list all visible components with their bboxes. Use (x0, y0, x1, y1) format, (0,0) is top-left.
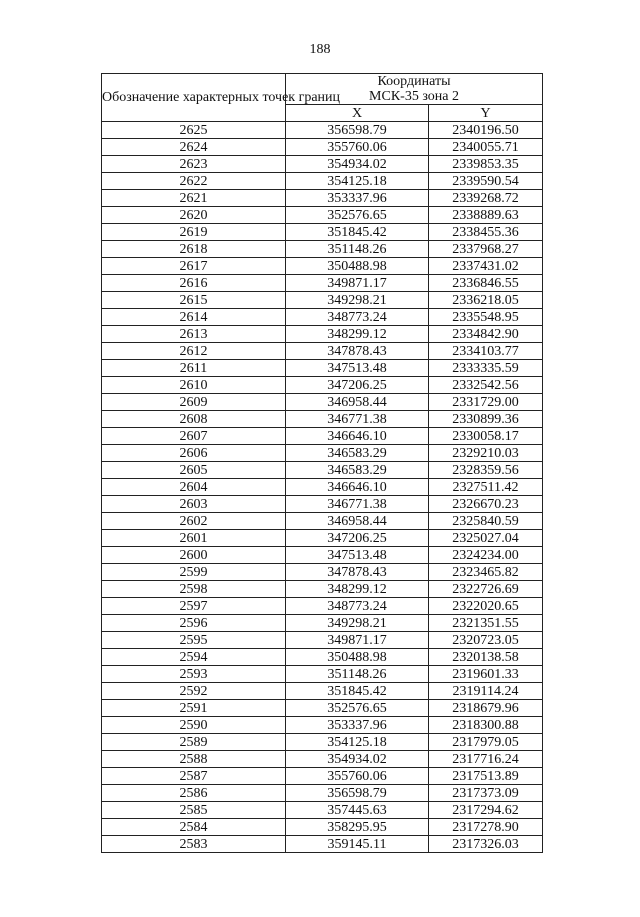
header-x: X (286, 105, 429, 122)
x-coordinate-cell: 352576.65 (286, 700, 429, 717)
y-coordinate-cell: 2325840.59 (429, 513, 543, 530)
point-id-cell: 2604 (102, 479, 286, 496)
point-id-cell: 2586 (102, 785, 286, 802)
table-row (102, 190, 543, 207)
table-row (102, 615, 543, 632)
point-id-cell: 2606 (102, 445, 286, 462)
y-coordinate-cell: 2322020.65 (429, 598, 543, 615)
table-row (102, 632, 543, 649)
table-row (102, 343, 543, 360)
point-id-cell: 2593 (102, 666, 286, 683)
table-row (102, 598, 543, 615)
y-coordinate-cell: 2320138.58 (429, 649, 543, 666)
table-row (102, 411, 543, 428)
y-coordinate-cell: 2333335.59 (429, 360, 543, 377)
y-coordinate-cell: 2323465.82 (429, 564, 543, 581)
point-id-cell: 2607 (102, 428, 286, 445)
table-row (102, 496, 543, 513)
y-coordinate-cell: 2319114.24 (429, 683, 543, 700)
point-id-cell: 2609 (102, 394, 286, 411)
y-coordinate-cell: 2317716.24 (429, 751, 543, 768)
point-id-cell: 2583 (102, 836, 286, 853)
x-coordinate-cell: 346958.44 (286, 513, 429, 530)
x-coordinate-cell: 357445.63 (286, 802, 429, 819)
table-row (102, 275, 543, 292)
table-row (102, 751, 543, 768)
point-id-cell: 2592 (102, 683, 286, 700)
x-coordinate-cell: 351148.26 (286, 666, 429, 683)
y-coordinate-cell: 2317979.05 (429, 734, 543, 751)
table-row (102, 666, 543, 683)
y-coordinate-cell: 2318679.96 (429, 700, 543, 717)
x-coordinate-cell: 348773.24 (286, 598, 429, 615)
x-coordinate-cell: 359145.11 (286, 836, 429, 853)
y-coordinate-cell: 2329210.03 (429, 445, 543, 462)
x-coordinate-cell: 350488.98 (286, 649, 429, 666)
x-coordinate-cell: 347513.48 (286, 360, 429, 377)
x-coordinate-cell: 356598.79 (286, 122, 429, 139)
table-row (102, 564, 543, 581)
table-row (102, 836, 543, 853)
table-row (102, 802, 543, 819)
x-coordinate-cell: 353337.96 (286, 190, 429, 207)
point-id-cell: 2603 (102, 496, 286, 513)
y-coordinate-cell: 2340055.71 (429, 139, 543, 156)
table-row (102, 224, 543, 241)
y-coordinate-cell: 2322726.69 (429, 581, 543, 598)
x-coordinate-cell: 354125.18 (286, 734, 429, 751)
x-coordinate-cell: 354934.02 (286, 156, 429, 173)
x-coordinate-cell: 349871.17 (286, 275, 429, 292)
y-coordinate-cell: 2332542.56 (429, 377, 543, 394)
y-coordinate-cell: 2327511.42 (429, 479, 543, 496)
x-coordinate-cell: 354125.18 (286, 173, 429, 190)
header-point-designation: Обозначение характерных точек границ (102, 74, 286, 122)
point-id-cell: 2587 (102, 768, 286, 785)
y-coordinate-cell: 2330058.17 (429, 428, 543, 445)
point-id-cell: 2601 (102, 530, 286, 547)
table-row (102, 581, 543, 598)
x-coordinate-cell: 348299.12 (286, 581, 429, 598)
point-id-cell: 2597 (102, 598, 286, 615)
table-row (102, 377, 543, 394)
point-id-cell: 2594 (102, 649, 286, 666)
table-row (102, 462, 543, 479)
y-coordinate-cell: 2335548.95 (429, 309, 543, 326)
x-coordinate-cell: 346583.29 (286, 462, 429, 479)
x-coordinate-cell: 346771.38 (286, 411, 429, 428)
point-id-cell: 2616 (102, 275, 286, 292)
y-coordinate-cell: 2321351.55 (429, 615, 543, 632)
table-row (102, 530, 543, 547)
point-id-cell: 2598 (102, 581, 286, 598)
x-coordinate-cell: 346583.29 (286, 445, 429, 462)
x-coordinate-cell: 350488.98 (286, 258, 429, 275)
point-id-cell: 2605 (102, 462, 286, 479)
table-row (102, 547, 543, 564)
x-coordinate-cell: 349871.17 (286, 632, 429, 649)
point-id-cell: 2585 (102, 802, 286, 819)
x-coordinate-cell: 353337.96 (286, 717, 429, 734)
point-id-cell: 2618 (102, 241, 286, 258)
x-coordinate-cell: 351148.26 (286, 241, 429, 258)
y-coordinate-cell: 2330899.36 (429, 411, 543, 428)
table-row (102, 258, 543, 275)
x-coordinate-cell: 349298.21 (286, 292, 429, 309)
table-row (102, 207, 543, 224)
y-coordinate-cell: 2336846.55 (429, 275, 543, 292)
y-coordinate-cell: 2317373.09 (429, 785, 543, 802)
y-coordinate-cell: 2337431.02 (429, 258, 543, 275)
table-row (102, 700, 543, 717)
table-row (102, 785, 543, 802)
y-coordinate-cell: 2317326.03 (429, 836, 543, 853)
x-coordinate-cell: 355760.06 (286, 768, 429, 785)
point-id-cell: 2613 (102, 326, 286, 343)
x-coordinate-cell: 356598.79 (286, 785, 429, 802)
table-row (102, 139, 543, 156)
y-coordinate-cell: 2317513.89 (429, 768, 543, 785)
table-row (102, 122, 543, 139)
table-row (102, 173, 543, 190)
x-coordinate-cell: 347206.25 (286, 377, 429, 394)
table-row (102, 734, 543, 751)
point-id-cell: 2588 (102, 751, 286, 768)
point-id-cell: 2614 (102, 309, 286, 326)
x-coordinate-cell: 347206.25 (286, 530, 429, 547)
y-coordinate-cell: 2338889.63 (429, 207, 543, 224)
y-coordinate-cell: 2326670.23 (429, 496, 543, 513)
y-coordinate-cell: 2337968.27 (429, 241, 543, 258)
y-coordinate-cell: 2317278.90 (429, 819, 543, 836)
point-id-cell: 2610 (102, 377, 286, 394)
table-row (102, 360, 543, 377)
y-coordinate-cell: 2317294.62 (429, 802, 543, 819)
table-row (102, 309, 543, 326)
point-id-cell: 2590 (102, 717, 286, 734)
table-row (102, 428, 543, 445)
point-id-cell: 2623 (102, 156, 286, 173)
x-coordinate-cell: 347878.43 (286, 343, 429, 360)
y-coordinate-cell: 2331729.00 (429, 394, 543, 411)
point-id-cell: 2599 (102, 564, 286, 581)
point-id-cell: 2612 (102, 343, 286, 360)
header-coordinate-system: МСК-35 зона 2 (369, 89, 459, 104)
table-body (102, 122, 543, 853)
point-id-cell: 2596 (102, 615, 286, 632)
x-coordinate-cell: 354934.02 (286, 751, 429, 768)
x-coordinate-cell: 346771.38 (286, 496, 429, 513)
y-coordinate-cell: 2339590.54 (429, 173, 543, 190)
point-id-cell: 2595 (102, 632, 286, 649)
x-coordinate-cell: 348299.12 (286, 326, 429, 343)
point-id-cell: 2620 (102, 207, 286, 224)
coordinates-table (101, 73, 543, 853)
x-coordinate-cell: 349298.21 (286, 615, 429, 632)
table-row (102, 649, 543, 666)
x-coordinate-cell: 352576.65 (286, 207, 429, 224)
x-coordinate-cell: 348773.24 (286, 309, 429, 326)
y-coordinate-cell: 2320723.05 (429, 632, 543, 649)
y-coordinate-cell: 2325027.04 (429, 530, 543, 547)
y-coordinate-cell: 2328359.56 (429, 462, 543, 479)
y-coordinate-cell: 2339853.35 (429, 156, 543, 173)
x-coordinate-cell: 346646.10 (286, 428, 429, 445)
header-coordinates-title: Координаты (377, 74, 451, 89)
point-id-cell: 2624 (102, 139, 286, 156)
point-id-cell: 2622 (102, 173, 286, 190)
table-row (102, 717, 543, 734)
point-id-cell: 2600 (102, 547, 286, 564)
table-row (102, 241, 543, 258)
table-row (102, 819, 543, 836)
y-coordinate-cell: 2319601.33 (429, 666, 543, 683)
header-y: Y (429, 105, 543, 122)
point-id-cell: 2611 (102, 360, 286, 377)
table-row (102, 683, 543, 700)
point-id-cell: 2589 (102, 734, 286, 751)
table-row (102, 326, 543, 343)
point-id-cell: 2617 (102, 258, 286, 275)
y-coordinate-cell: 2324234.00 (429, 547, 543, 564)
x-coordinate-cell: 355760.06 (286, 139, 429, 156)
point-id-cell: 2615 (102, 292, 286, 309)
x-coordinate-cell: 358295.95 (286, 819, 429, 836)
point-id-cell: 2608 (102, 411, 286, 428)
table-row (102, 394, 543, 411)
y-coordinate-cell: 2340196.50 (429, 122, 543, 139)
y-coordinate-cell: 2334103.77 (429, 343, 543, 360)
table-row (102, 768, 543, 785)
point-id-cell: 2619 (102, 224, 286, 241)
y-coordinate-cell: 2334842.90 (429, 326, 543, 343)
point-id-cell: 2621 (102, 190, 286, 207)
table-row (102, 156, 543, 173)
table-row (102, 513, 543, 530)
x-coordinate-cell: 346646.10 (286, 479, 429, 496)
point-id-cell: 2602 (102, 513, 286, 530)
x-coordinate-cell: 347878.43 (286, 564, 429, 581)
x-coordinate-cell: 351845.42 (286, 683, 429, 700)
table-row (102, 292, 543, 309)
point-id-cell: 2591 (102, 700, 286, 717)
x-coordinate-cell: 351845.42 (286, 224, 429, 241)
x-coordinate-cell: 346958.44 (286, 394, 429, 411)
y-coordinate-cell: 2336218.05 (429, 292, 543, 309)
page-number: 188 (309, 42, 331, 57)
point-id-cell: 2584 (102, 819, 286, 836)
table-row (102, 479, 543, 496)
y-coordinate-cell: 2338455.36 (429, 224, 543, 241)
point-id-cell: 2625 (102, 122, 286, 139)
y-coordinate-cell: 2318300.88 (429, 717, 543, 734)
x-coordinate-cell: 347513.48 (286, 547, 429, 564)
y-coordinate-cell: 2339268.72 (429, 190, 543, 207)
table-row (102, 445, 543, 462)
